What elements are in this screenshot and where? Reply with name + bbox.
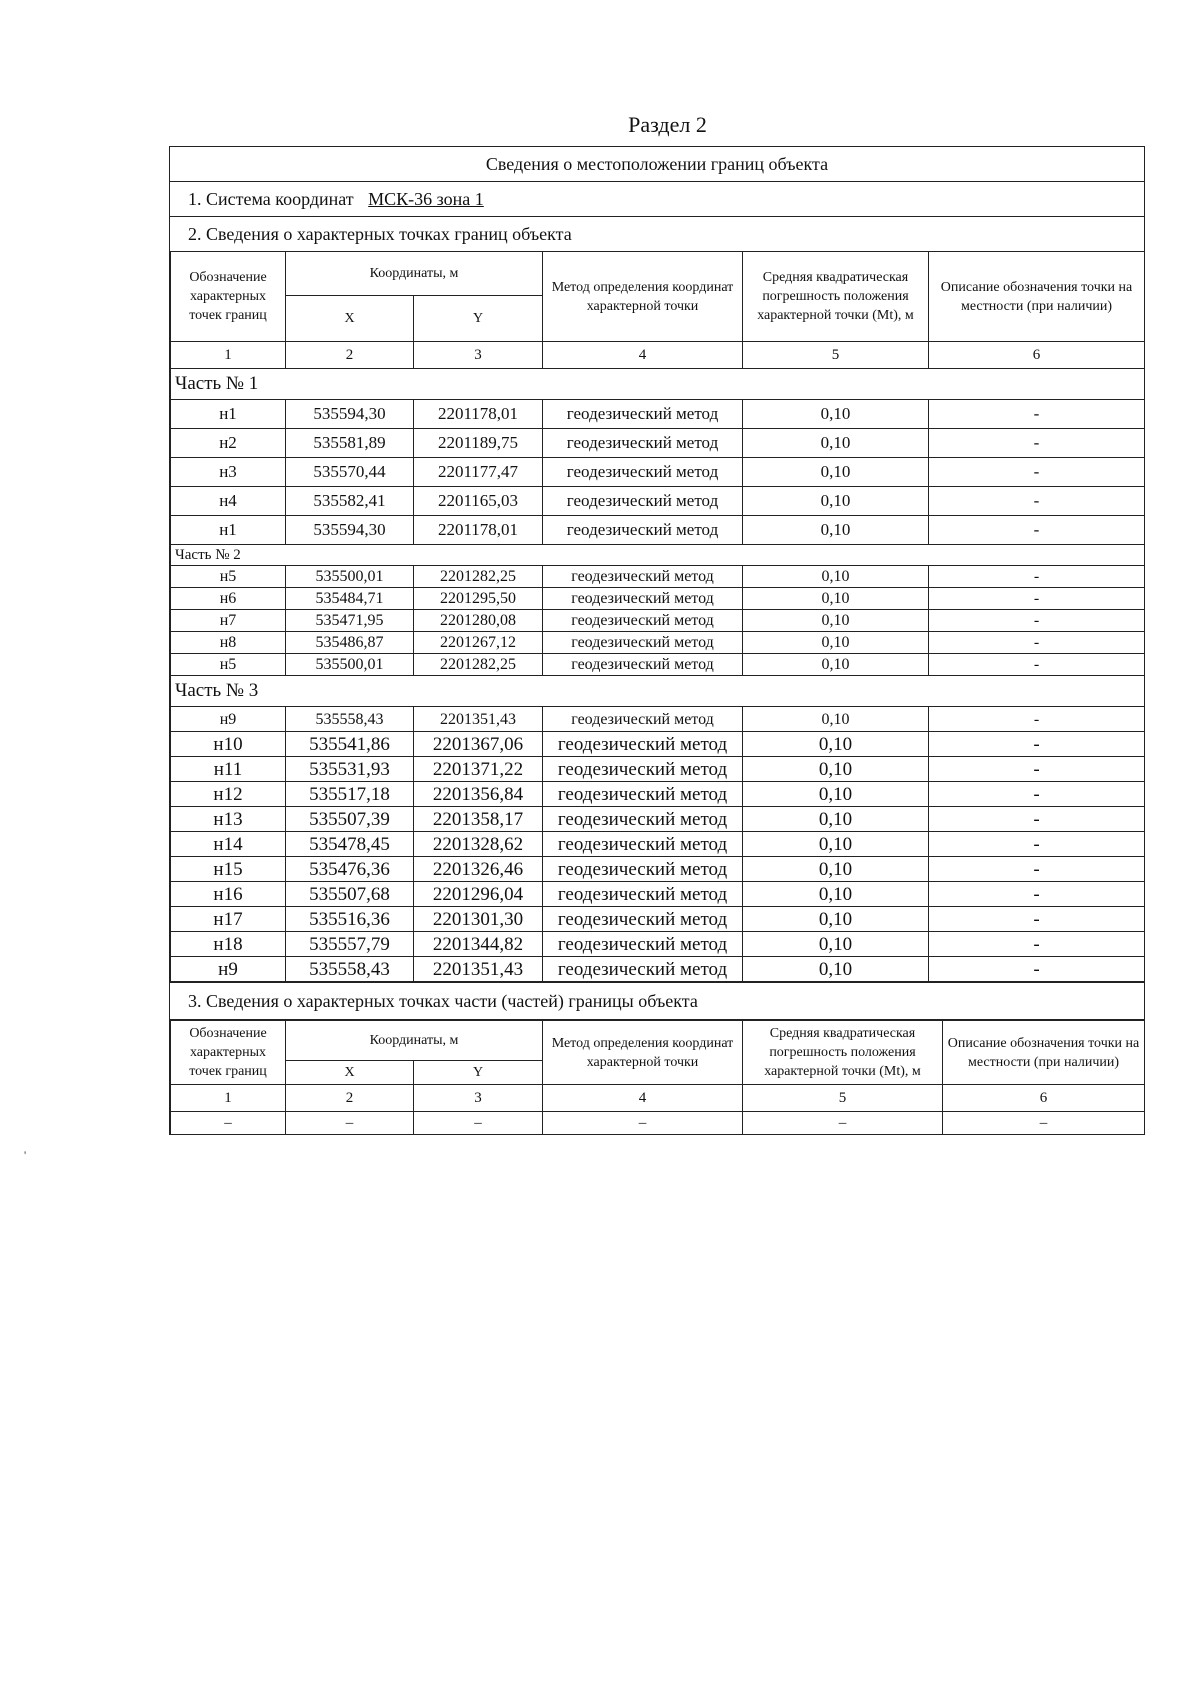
cell-y: 2201282,25 [414,566,543,588]
table-row [171,566,1145,588]
cell-x: 535484,71 [286,588,414,610]
table-row [171,807,1145,832]
boundary-info-form [169,146,1145,1135]
cell-description: - [929,400,1145,429]
margin-mark: ' [24,1148,27,1162]
part-title: Часть № 1 [171,369,1145,400]
cell-x: 535500,01 [286,566,414,588]
cell-description: - [929,832,1145,857]
cell-x: 535507,39 [286,807,414,832]
cell-designation: н2 [171,429,286,458]
cell-x: 535557,79 [286,932,414,957]
cell-description: - [929,654,1145,676]
table-row [171,458,1145,487]
table-row [171,654,1145,676]
cell-y: 2201351,43 [414,957,543,982]
cell-y: 2201267,12 [414,632,543,654]
table-row [171,957,1145,982]
table-row [171,632,1145,654]
cell-designation: – [171,1112,286,1135]
cell-description: - [929,882,1145,907]
cell-y: 2201178,01 [414,400,543,429]
cell-description: - [929,932,1145,957]
cell-y: 2201367,06 [414,732,543,757]
cell-designation: н1 [171,400,286,429]
cell-designation: н9 [171,957,286,982]
cell-y: 2201356,84 [414,782,543,807]
table-row [171,932,1145,957]
cell-x: 535558,43 [286,957,414,982]
cell-y: 2201189,75 [414,429,543,458]
col-designation-header: Обозначение характерных точек границ [171,1021,286,1085]
table-row [171,610,1145,632]
cell-designation: н4 [171,487,286,516]
cell-accuracy: 0,10 [743,566,929,588]
coordinate-system-label: 1. Система координат [188,189,354,209]
cell-x: 535594,30 [286,516,414,545]
cell-description: - [929,907,1145,932]
cell-method: геодезический метод [543,487,743,516]
cell-description: - [929,487,1145,516]
cell-x: 535500,01 [286,654,414,676]
cell-y: 2201296,04 [414,882,543,907]
cell-accuracy: 0,10 [743,782,929,807]
cell-x: 535582,41 [286,487,414,516]
cell-y: 2201178,01 [414,516,543,545]
cell-designation: н9 [171,707,286,732]
part-title: Часть № 2 [171,545,1145,566]
cell-designation: н18 [171,932,286,957]
cell-description: - [929,807,1145,832]
table-row [171,516,1145,545]
section-title: Раздел 2 [628,112,707,137]
cell-description: - [929,610,1145,632]
cell-method: геодезический метод [543,632,743,654]
cell-accuracy: 0,10 [743,458,929,487]
cell-x: 535486,87 [286,632,414,654]
cell-designation: н8 [171,632,286,654]
column-number: 5 [743,342,929,369]
cell-y: 2201282,25 [414,654,543,676]
cell-description: - [929,632,1145,654]
cell-y: 2201328,62 [414,832,543,857]
cell-method: геодезический метод [543,654,743,676]
cell-y: 2201165,03 [414,487,543,516]
cell-designation: н5 [171,566,286,588]
col-description-header: Описание обозначения точки на местности (при наличии) [929,252,1145,342]
table-row [171,757,1145,782]
column-number: 4 [543,1085,743,1112]
table-row [171,832,1145,857]
cell-y: – [414,1112,543,1135]
cell-accuracy: 0,10 [743,588,929,610]
cell-accuracy: 0,10 [743,857,929,882]
table-row [171,857,1145,882]
cell-method: геодезический метод [543,516,743,545]
cell-designation: н5 [171,654,286,676]
cell-y: 2201177,47 [414,458,543,487]
part-heading-row [171,545,1145,566]
cell-x: 535476,36 [286,857,414,882]
cell-method: геодезический метод [543,707,743,732]
cell-method: геодезический метод [543,907,743,932]
part-points-table [170,1020,1145,1135]
cell-method: геодезический метод [543,807,743,832]
cell-designation: н13 [171,807,286,832]
column-number-row [171,342,1145,369]
cell-x: 535594,30 [286,400,414,429]
cell-designation: н12 [171,782,286,807]
cell-x: 535516,36 [286,907,414,932]
cell-x: 535507,68 [286,882,414,907]
cell-method: геодезический метод [543,757,743,782]
table-row [171,732,1145,757]
cell-accuracy: 0,10 [743,732,929,757]
cell-method: геодезический метод [543,832,743,857]
cell-description: - [929,707,1145,732]
cell-description: - [929,588,1145,610]
col-description-header: Описание обозначения точки на местности (при наличии) [943,1021,1145,1085]
cell-accuracy: 0,10 [743,957,929,982]
column-number: 4 [543,342,743,369]
cell-method: геодезический метод [543,882,743,907]
column-number: 6 [943,1085,1145,1112]
cell-y: 2201351,43 [414,707,543,732]
table-row [171,1112,1145,1135]
col-method-header: Метод определения координат характерной точки [543,1021,743,1085]
cell-method: геодезический метод [543,732,743,757]
part-title: Часть № 3 [171,676,1145,707]
boundary-points-body [171,369,1145,982]
cell-x: 535581,89 [286,429,414,458]
cell-designation: н6 [171,588,286,610]
cell-designation: н11 [171,757,286,782]
col-designation-header: Обозначение характерных точек границ [171,252,286,342]
cell-x: 535570,44 [286,458,414,487]
column-number: 3 [414,342,543,369]
column-number: 1 [171,342,286,369]
cell-method: геодезический метод [543,610,743,632]
cell-accuracy: 0,10 [743,516,929,545]
col-accuracy-header: Средняя квадратическая погрешность положения характерной точки (Mt), м [743,252,929,342]
column-number: 3 [414,1085,543,1112]
coordinate-system-value: МСК-36 зона 1 [368,189,484,209]
table-row [171,487,1145,516]
cell-method: геодезический метод [543,932,743,957]
points-section-title: 2. Сведения о характерных точках границ объекта [188,224,572,244]
table-row [171,400,1145,429]
cell-method: геодезический метод [543,566,743,588]
cell-x: 535558,43 [286,707,414,732]
cell-accuracy: 0,10 [743,487,929,516]
cell-method: – [543,1112,743,1135]
cell-y: 2201280,08 [414,610,543,632]
cell-y: 2201358,17 [414,807,543,832]
col-y-header: Y [414,1061,543,1085]
column-number: 2 [286,1085,414,1112]
cell-accuracy: 0,10 [743,707,929,732]
cell-y: 2201371,22 [414,757,543,782]
form-header: Сведения о местоположении границ объекта [170,147,1144,182]
table-row [171,707,1145,732]
coordinate-system-row [170,182,1144,217]
table-row [171,429,1145,458]
cell-method: геодезический метод [543,458,743,487]
cell-x: 535531,93 [286,757,414,782]
cell-designation: н3 [171,458,286,487]
cell-accuracy: 0,10 [743,400,929,429]
cell-description: - [929,782,1145,807]
cell-x: 535478,45 [286,832,414,857]
column-number: 2 [286,342,414,369]
cell-accuracy: 0,10 [743,757,929,782]
cell-description: - [929,757,1145,782]
cell-y: 2201344,82 [414,932,543,957]
cell-x: 535471,95 [286,610,414,632]
cell-accuracy: – [743,1112,943,1135]
cell-method: геодезический метод [543,957,743,982]
cell-accuracy: 0,10 [743,429,929,458]
column-number-row [171,1085,1145,1112]
col-method-header: Метод определения координат характерной точки [543,252,743,342]
col-x-header: X [286,296,414,342]
column-number: 6 [929,342,1145,369]
table-row [171,882,1145,907]
cell-designation: н16 [171,882,286,907]
table-row [171,907,1145,932]
cell-accuracy: 0,10 [743,807,929,832]
cell-description: - [929,516,1145,545]
cell-accuracy: 0,10 [743,882,929,907]
col-accuracy-header: Средняя квадратическая погрешность положения характерной точки (Mt), м [743,1021,943,1085]
cell-designation: н14 [171,832,286,857]
part-points-section-title: 3. Сведения о характерных точках части (частей) границы объекта [170,982,1144,1020]
cell-description: - [929,429,1145,458]
cell-accuracy: 0,10 [743,610,929,632]
col-coordinates-header: Координаты, м [286,252,543,296]
col-y-header: Y [414,296,543,342]
cell-description: - [929,957,1145,982]
cell-designation: н17 [171,907,286,932]
col-x-header: X [286,1061,414,1085]
cell-x: – [286,1112,414,1135]
cell-designation: н7 [171,610,286,632]
cell-accuracy: 0,10 [743,832,929,857]
cell-y: 2201301,30 [414,907,543,932]
table-row [171,782,1145,807]
cell-accuracy: 0,10 [743,654,929,676]
cell-description: - [929,732,1145,757]
cell-method: геодезический метод [543,857,743,882]
part-heading-row [171,369,1145,400]
cell-designation: н15 [171,857,286,882]
cell-accuracy: 0,10 [743,907,929,932]
cell-designation: н10 [171,732,286,757]
cell-y: 2201326,46 [414,857,543,882]
cell-accuracy: 0,10 [743,932,929,957]
cell-y: 2201295,50 [414,588,543,610]
cell-description: - [929,458,1145,487]
cell-designation: н1 [171,516,286,545]
cell-method: геодезический метод [543,588,743,610]
cell-accuracy: 0,10 [743,632,929,654]
cell-x: 535541,86 [286,732,414,757]
cell-description: - [929,566,1145,588]
cell-method: геодезический метод [543,782,743,807]
column-number: 5 [743,1085,943,1112]
col-coordinates-header: Координаты, м [286,1021,543,1061]
cell-method: геодезический метод [543,429,743,458]
cell-description: – [943,1112,1145,1135]
cell-method: геодезический метод [543,400,743,429]
cell-x: 535517,18 [286,782,414,807]
boundary-points-table [170,251,1145,982]
cell-description: - [929,857,1145,882]
part-heading-row [171,676,1145,707]
column-number: 1 [171,1085,286,1112]
table-row [171,588,1145,610]
